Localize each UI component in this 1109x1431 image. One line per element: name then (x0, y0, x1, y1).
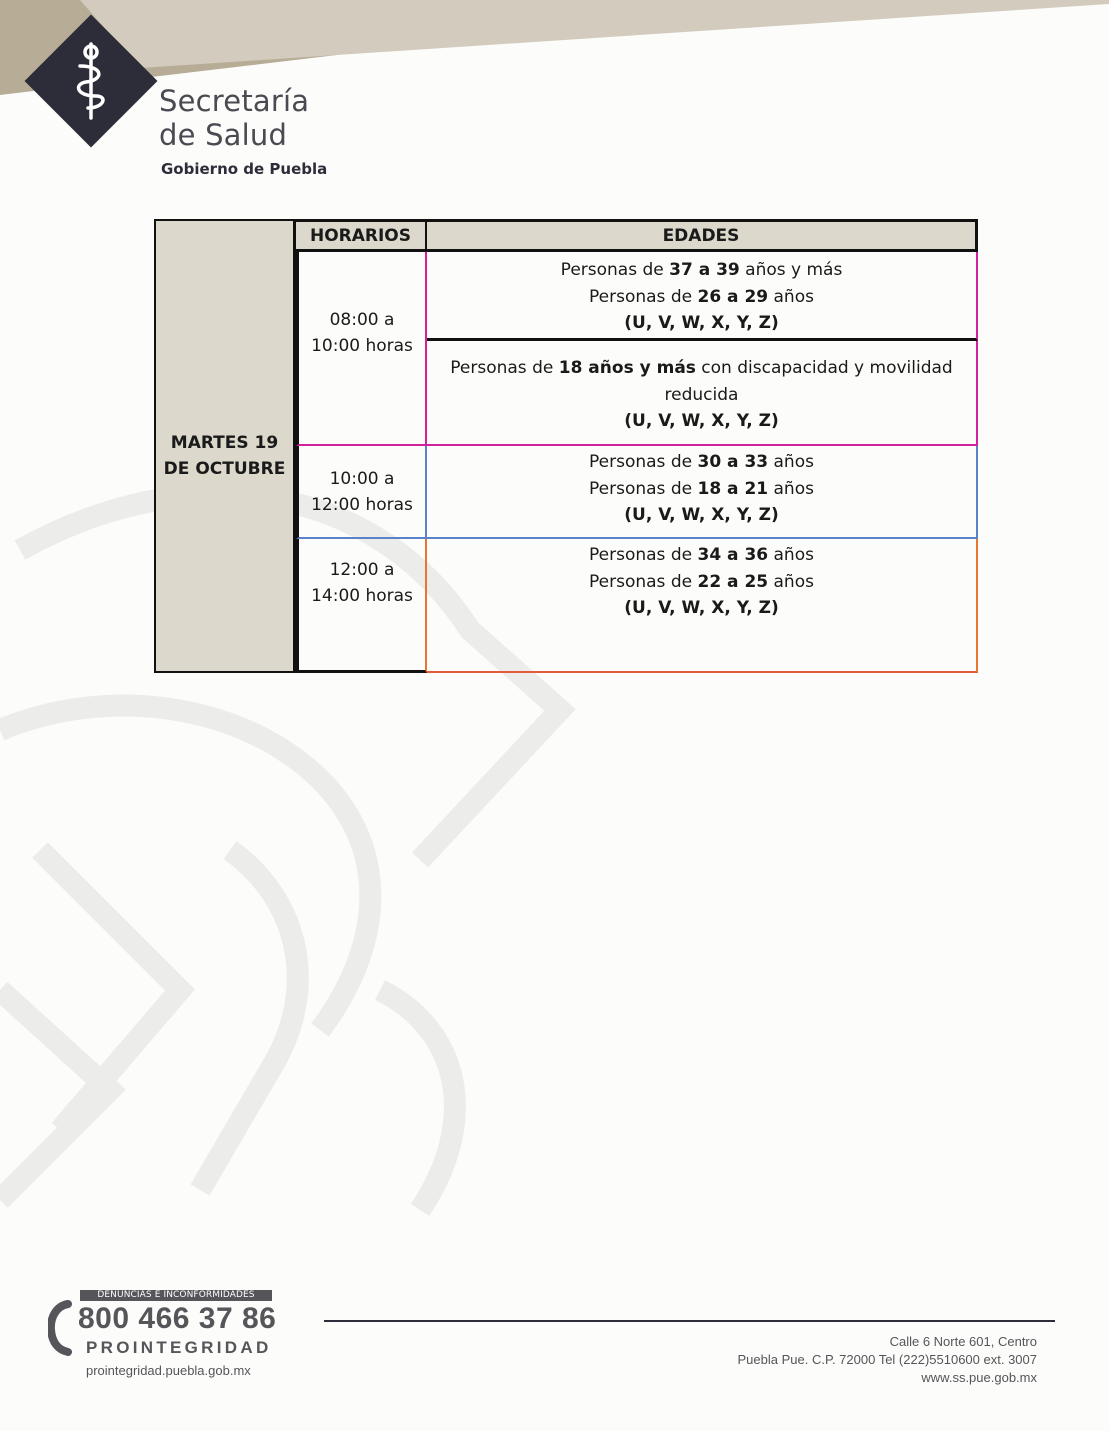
org-subtitle: Gobierno de Puebla (161, 160, 328, 178)
website-link[interactable]: www.ss.pue.gob.mx (921, 1370, 1037, 1385)
day-label-line2: DE OCTUBRE (163, 459, 286, 479)
program-url[interactable]: prointegridad.puebla.gob.mx (86, 1363, 251, 1378)
age-line: Personas de 18 a 21 años (589, 478, 814, 499)
footer-address (738, 1333, 1037, 1387)
address-line1: Calle 6 Norte 601, Centro (889, 1334, 1037, 1349)
caduceus-icon (24, 14, 158, 148)
age-line: Personas de 37 a 39 años y más (560, 260, 843, 280)
time-slot-3-end: 14:00 horas (311, 585, 413, 606)
address-line2: Puebla Pue. C.P. 72000 Tel (222)5510600 ext. 3007 (737, 1352, 1037, 1367)
program-name: PROINTEGRIDAD (86, 1338, 272, 1357)
time-slot-1-end: 10:00 horas (311, 336, 413, 356)
header-edades: EDADES (427, 219, 978, 252)
age-line: Personas de 18 años y más con discapacidad y movilidad reducida (450, 358, 953, 405)
age-line: Personas de 30 a 33 años (589, 452, 814, 472)
org-title (159, 84, 379, 152)
time-slot-1 (296, 252, 427, 446)
age-line: Personas de 22 a 25 años (589, 571, 814, 592)
day-label (160, 430, 290, 482)
time-slot-3 (296, 539, 427, 673)
ages-slot-1a (427, 252, 978, 341)
org-title-line2: de Salud (159, 118, 288, 152)
letters-line: (U, V, W, X, Y, Z) (624, 505, 779, 525)
day-label-line1: MARTES 19 (170, 433, 279, 453)
denuncias-label: DENUNCIAS E INCONFORMIDADES (80, 1290, 272, 1301)
time-slot-3-start: 12:00 a (329, 559, 395, 580)
age-line: Personas de 26 a 29 años (589, 286, 814, 307)
denuncias-phone[interactable]: 800 466 37 86 (78, 1302, 277, 1335)
letters-line: (U, V, W, X, Y, Z) (624, 313, 779, 333)
time-slot-1-start: 08:00 a (329, 310, 395, 330)
letters-line: (U, V, W, X, Y, Z) (624, 411, 779, 431)
time-slot-2-start: 10:00 a (329, 468, 395, 489)
header-horarios: HORARIOS (296, 219, 427, 252)
ages-slot-2 (427, 446, 978, 539)
footer-divider (324, 1320, 1055, 1322)
phone-icon (48, 1300, 76, 1356)
org-title-line1: Secretaría (159, 84, 310, 118)
time-slot-2-end: 12:00 horas (311, 494, 413, 515)
day-cell (154, 219, 296, 673)
time-slot-2 (296, 446, 427, 539)
ages-slot-1b (427, 341, 978, 446)
ages-slot-3 (427, 539, 978, 673)
letters-line: (U, V, W, X, Y, Z) (624, 598, 779, 618)
age-line: Personas de 34 a 36 años (589, 545, 814, 565)
